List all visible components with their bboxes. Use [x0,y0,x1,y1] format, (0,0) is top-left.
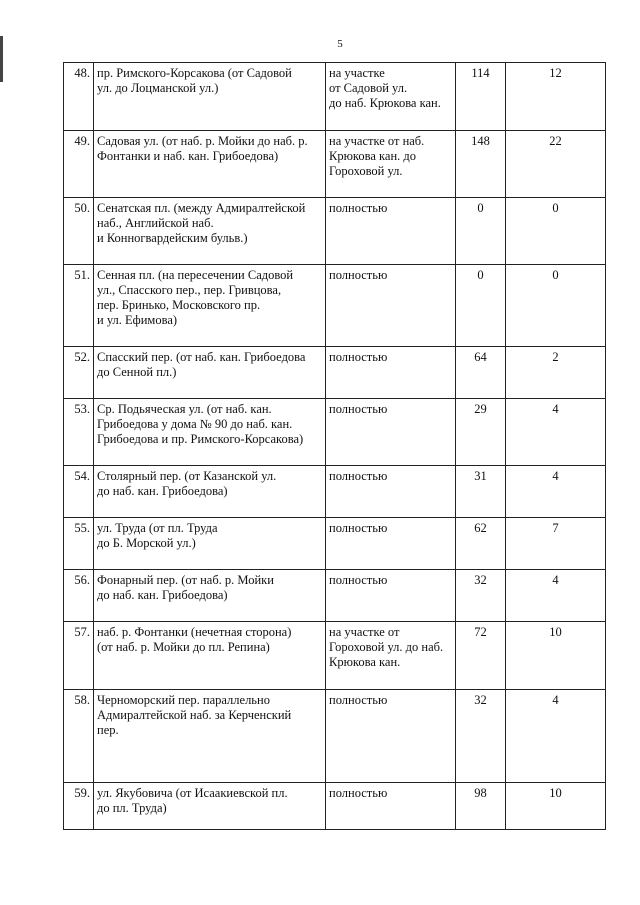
table-row [64,518,606,570]
value-2: 0 [506,198,606,265]
value-2: 22 [506,131,606,198]
street-description: Столярный пер. (от Казанской ул. до наб. кан. Грибоедова) [94,466,326,518]
street-description: Черноморский пер. параллельно Адмиралтейской наб. за Керченский пер. [94,690,326,783]
row-number: 49. [64,131,94,198]
row-number: 50. [64,198,94,265]
value-1: 148 [456,131,506,198]
section-scope: на участке от наб. Крюкова кан. до Гороховой ул. [326,131,456,198]
street-description: пр. Римского-Корсакова (от Садовой ул. до Лоцманской ул.) [94,63,326,131]
value-1: 64 [456,347,506,399]
page-number: 5 [337,38,343,50]
section-scope: полностью [326,265,456,347]
value-1: 72 [456,622,506,690]
value-2: 12 [506,63,606,131]
section-scope: полностью [326,466,456,518]
value-2: 4 [506,570,606,622]
section-scope: полностью [326,690,456,783]
value-1: 29 [456,399,506,466]
value-2: 7 [506,518,606,570]
value-2: 0 [506,265,606,347]
row-number: 52. [64,347,94,399]
value-1: 31 [456,466,506,518]
section-scope: полностью [326,518,456,570]
row-number: 59. [64,783,94,830]
row-number: 56. [64,570,94,622]
value-1: 32 [456,570,506,622]
table-row [64,347,606,399]
section-scope: полностью [326,570,456,622]
section-scope: на участке от Садовой ул. до наб. Крюкова кан. [326,63,456,131]
row-number: 54. [64,466,94,518]
row-number: 55. [64,518,94,570]
value-1: 0 [456,198,506,265]
section-scope: полностью [326,347,456,399]
table-row [64,198,606,265]
table-row [64,783,606,830]
row-number: 57. [64,622,94,690]
table-row [64,622,606,690]
streets-table [63,62,606,830]
value-1: 32 [456,690,506,783]
value-1: 114 [456,63,506,131]
street-description: наб. р. Фонтанки (нечетная сторона) (от наб. р. Мойки до пл. Репина) [94,622,326,690]
value-1: 98 [456,783,506,830]
value-2: 2 [506,347,606,399]
section-scope: полностью [326,198,456,265]
table-row [64,570,606,622]
street-description: Сенная пл. (на пересечении Садовой ул., Спасского пер., пер. Гривцова, пер. Бринько, Московского пр. и ул. Ефимова) [94,265,326,347]
row-number: 53. [64,399,94,466]
row-number: 48. [64,63,94,131]
table-row [64,63,606,131]
street-description: Садовая ул. (от наб. р. Мойки до наб. р. Фонтанки и наб. кан. Грибоедова) [94,131,326,198]
value-2: 4 [506,399,606,466]
table-row [64,399,606,466]
street-description: Спасский пер. (от наб. кан. Грибоедова до Сенной пл.) [94,347,326,399]
value-2: 4 [506,690,606,783]
section-scope: полностью [326,783,456,830]
section-scope: на участке от Гороховой ул. до наб. Крюкова кан. [326,622,456,690]
table-row [64,466,606,518]
table-row [64,265,606,347]
table-row [64,131,606,198]
section-scope: полностью [326,399,456,466]
value-2: 10 [506,622,606,690]
street-description: Фонарный пер. (от наб. р. Мойки до наб. кан. Грибоедова) [94,570,326,622]
value-2: 10 [506,783,606,830]
street-description: Сенатская пл. (между Адмиралтейской наб., Английской наб. и Конногвардейским бульв.) [94,198,326,265]
row-number: 58. [64,690,94,783]
street-description: Ср. Подьяческая ул. (от наб. кан. Грибоедова у дома № 90 до наб. кан. Грибоедова и пр. Римского-Корсакова) [94,399,326,466]
value-1: 0 [456,265,506,347]
table-row [64,690,606,783]
street-description: ул. Якубовича (от Исаакиевской пл. до пл. Труда) [94,783,326,830]
value-2: 4 [506,466,606,518]
row-number: 51. [64,265,94,347]
value-1: 62 [456,518,506,570]
street-description: ул. Труда (от пл. Труда до Б. Морской ул.) [94,518,326,570]
